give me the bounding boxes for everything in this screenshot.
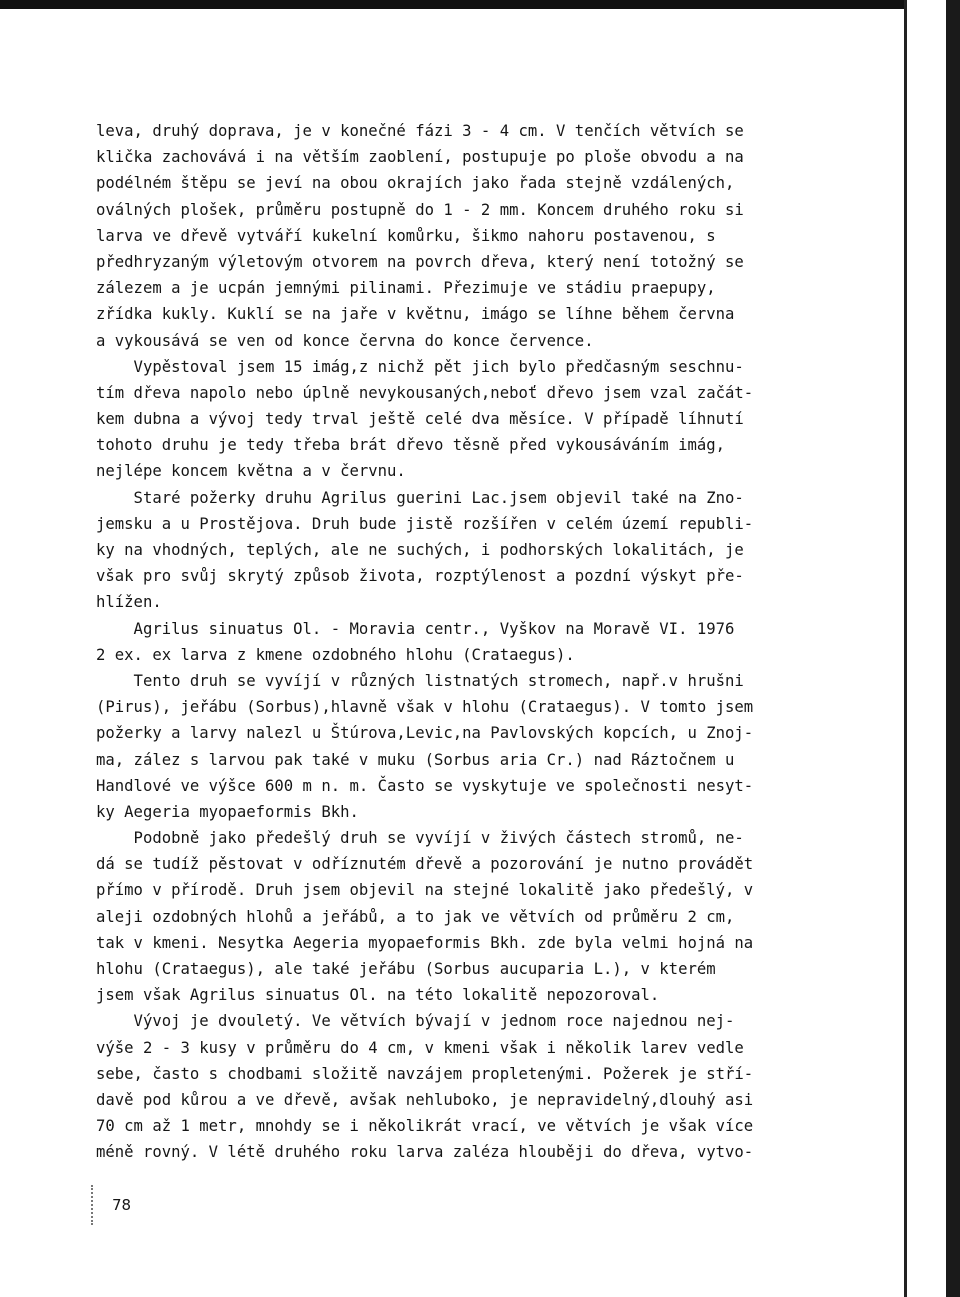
text-line: tím dřeva napolo nebo úplně nevykousaných,neboť dřevo jsem vzal začát- [96,383,754,402]
text-line: klička zachovává i na větším zaoblení, postupuje po ploše obvodu a na [96,148,744,167]
text-line: předhryzaným výletovým otvorem na povrch dřeva, který není totožný se [96,252,744,271]
text-line: jsem však Agrilus sinuatus Ol. na této lokalitě nepozoroval. [96,986,660,1005]
text-line: tohoto druhu je tedy třeba brát dřevo těsně před vykousáváním imág, [96,436,726,455]
text-line: larva ve dřevě vytváří kukelní komůrku, šikmo nahoru postavenou, s [96,226,716,245]
text-line: Vývoj je dvouletý. Ve větvích bývají v jednom roce najednou nej- [96,1012,735,1031]
text-line: zálezem a je ucpán jemnými pilinami. Přezimuje ve stádiu praepupy, [96,279,716,298]
text-line: oválných plošek, průměru postupně do 1 - 2 mm. Koncem druhého roku si [96,200,744,219]
text-line: (Pirus), jeřábu (Sorbus),hlavně však v hlohu (Crataegus). V tomto jsem [96,698,754,717]
text-line: a vykousává se ven od konce června do konce července. [96,331,594,350]
text-line: výše 2 - 3 kusy v průměru do 4 cm, v kmeni však i několik larev vedle [96,1038,744,1057]
text-line: 2 ex. ex larva z kmene ozdobného hlohu (Crataegus). [96,645,575,664]
margin-mark [91,1185,97,1225]
text-line: dá se tudíž pěstovat v odříznutém dřevě a pozorování je nutno provádět [96,855,754,874]
text-line: 70 cm až 1 metr, mnohdy se i několikrát vrací, ve větvích je však více [96,1117,754,1136]
text-line: přímo v přírodě. Druh jsem objevil na stejné lokalitě jako předešlý, v [96,881,754,900]
text-line: tak v kmeni. Nesytka Aegeria myopaeformis Bkh. zde byla velmi hojná na [96,933,754,952]
body-text [96,118,866,1166]
text-line: Vypěstoval jsem 15 imág,z nichž pět jich bylo předčasným seschnu- [96,357,744,376]
text-line: zřídka kukly. Kuklí se na jaře v květnu, imágo se líhne během června [96,305,735,324]
text-line: kem dubna a vývoj tedy trval ještě celé dva měsíce. V případě líhnutí [96,410,744,429]
text-line: Tento druh se vyvíjí v různých listnatých stromech, např.v hrušni [96,671,744,690]
text-line: Staré požerky druhu Agrilus guerini Lac.jsem objevil také na Zno- [96,488,744,507]
text-line: ky na vhodných, teplých, ale ne suchých, i podhorských lokalitách, je [96,541,744,559]
text-line: Handlové ve výšce 600 m n. m. Často se vyskytuje ve společnosti nesyt- [96,776,754,795]
text-line: hlohu (Crataegus), ale také jeřábu (Sorbus aucuparia L.), v kterém [96,960,716,978]
text-line: Agrilus sinuatus Ol. - Moravia centr., Vyškov na Moravě VI. 1976 [96,619,735,638]
page-number: 78 [112,1196,132,1214]
text-line: Podobně jako předešlý druh se vyvíjí v živých částech stromů, ne- [96,829,744,848]
text-line: podélném štěpu se jeví na obou okrajích jako řada stejně vzdálených, [96,174,735,193]
text-line: však pro svůj skrytý způsob života, rozptýlenost a pozdní výskyt pře- [96,567,744,586]
text-line: požerky a larvy nalezl u Štúrova,Levic,na Pavlovských kopcích, u Znoj- [96,724,754,743]
text-line: sebe, často s chodbami složitě navzájem propletenými. Požerek je stří- [96,1064,754,1083]
text-line: méně rovný. V létě druhého roku larva zaléza hlouběji do dřeva, vytvo- [96,1143,754,1162]
text-line: aleji ozdobných hlohů a jeřábů, a to jak ve větvích od průměru 2 cm, [96,907,735,926]
text-line: davě pod kůrou a ve dřevě, avšak nehluboko, je nepravidelný,dlouhý asi [96,1090,754,1109]
text-line: nejlépe koncem května a v červnu. [96,462,406,481]
text-line: ma, zález s larvou pak také v muku (Sorbus aria Cr.) nad Ráztočnem u [96,750,735,769]
right-dark-strip [946,0,960,1297]
text-line: leva, druhý doprava, je v konečné fázi 3 - 4 cm. V tenčích větvích se [96,122,744,140]
top-scan-border [0,0,925,9]
text-line: jemsku a u Prostějova. Druh bude jistě rozšířen v celém území republi- [96,514,754,533]
text-line: ky Aegeria myopaeformis Bkh. [96,802,359,821]
text-line: hlížen. [96,593,162,612]
